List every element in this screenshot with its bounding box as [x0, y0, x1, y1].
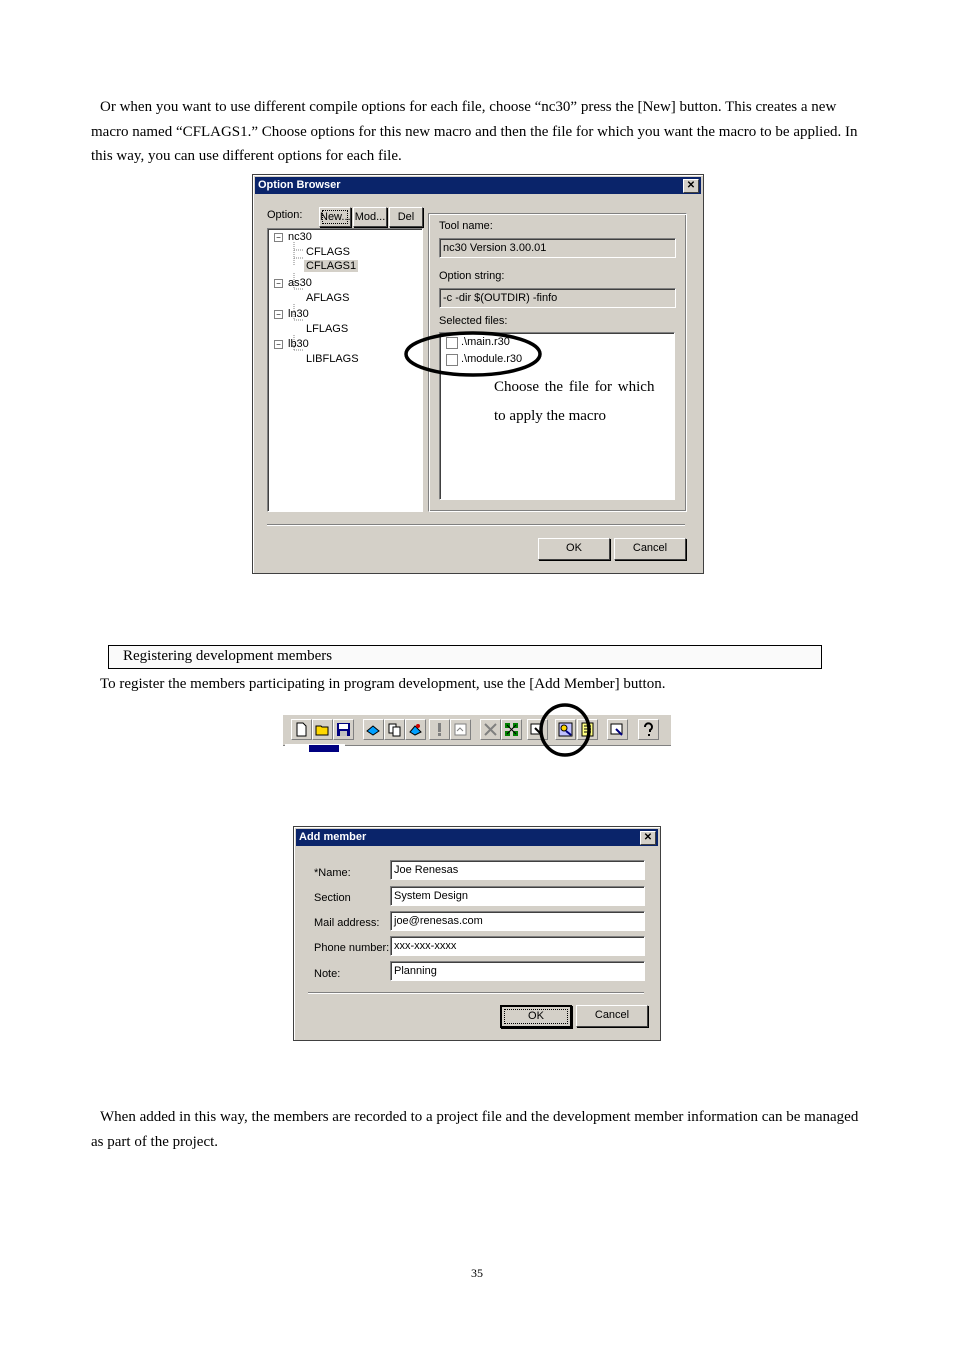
delete-icon[interactable] [480, 719, 501, 740]
tree-item-ln30[interactable]: ln30 [288, 308, 309, 320]
highlight-circle [538, 702, 592, 760]
network-icon[interactable] [501, 719, 522, 740]
section-heading: Registering development members [123, 648, 333, 664]
selected-files-label: Selected files: [439, 315, 508, 327]
open-folder-icon[interactable] [312, 719, 333, 740]
name-field[interactable]: Joe Renesas [390, 860, 645, 880]
tree-item-as30[interactable]: as30 [288, 277, 312, 289]
mail-label: Mail address: [314, 917, 380, 929]
closing-paragraph: When added in this way, the members are recorded to a project file and the development member information can be managed as part of the project. [91, 1109, 859, 1150]
section-field[interactable]: System Design [390, 886, 645, 906]
option-string-label: Option string: [439, 270, 505, 282]
build-icon[interactable] [363, 719, 384, 740]
new-file-icon[interactable] [291, 719, 312, 740]
mail-field[interactable]: joe@renesas.com [390, 911, 645, 931]
tool-name-field: nc30 Version 3.00.01 [439, 238, 676, 258]
delete-button[interactable]: Del [389, 207, 423, 227]
option-browser-titlebar[interactable] [255, 177, 701, 194]
ok-button[interactable]: OK [500, 1005, 572, 1028]
annotation-line-2: to apply the macro [494, 408, 607, 424]
rebuild-icon[interactable] [405, 719, 426, 740]
section-label: Section [314, 892, 351, 904]
collapse-icon[interactable]: − [274, 340, 283, 349]
tree-item-nc30[interactable]: nc30 [288, 231, 312, 243]
settings-icon[interactable] [607, 719, 628, 740]
section-heading-box [108, 645, 822, 669]
close-icon[interactable]: ✕ [683, 179, 699, 193]
tree-strip [285, 744, 345, 752]
annotation-line-1: Choose the file for which [494, 379, 655, 395]
tree-item-cflags[interactable]: CFLAGS [306, 246, 351, 258]
help-icon[interactable] [638, 719, 659, 740]
ok-button[interactable]: OK [538, 538, 610, 560]
save-icon[interactable] [333, 719, 354, 740]
copy-icon[interactable] [384, 719, 405, 740]
divider [267, 524, 685, 526]
add-member-dialog [293, 826, 661, 1041]
option-label: Option: [267, 209, 303, 221]
page-number: 35 [471, 1266, 483, 1280]
collapse-icon[interactable]: − [274, 310, 283, 319]
toolbar [283, 714, 671, 746]
file-label-module: .\module.r30 [461, 353, 523, 365]
properties-icon[interactable] [450, 719, 471, 740]
highlight-ellipse [403, 329, 543, 379]
file-label-main: .\main.r30 [461, 336, 510, 348]
option-browser-dialog [252, 174, 704, 574]
cancel-button[interactable]: Cancel [614, 538, 686, 560]
collapse-icon[interactable]: − [274, 279, 283, 288]
exclaim-icon[interactable] [429, 719, 450, 740]
intro-paragraph: Or when you want to use different compile options for each file, choose “nc30” press the [New] button. This creates a new macro named “CFLAGS1.” Choose options for this new macro and then the file for which you want the macro to be applied. In this way, you can use different options for each file. [91, 99, 858, 164]
new-button[interactable]: New... [319, 207, 351, 227]
option-browser-title: Option Browser [258, 179, 341, 191]
tree-item-cflags1[interactable]: CFLAGS1 [306, 260, 357, 272]
note-field[interactable]: Planning [390, 961, 645, 981]
note-label: Note: [314, 968, 341, 980]
section-paragraph: To register the members participating in program development, use the [Add Member] button. [100, 676, 666, 692]
tree-item-aflags[interactable]: AFLAGS [306, 292, 350, 304]
tree-item-libflags[interactable]: LIBFLAGS [306, 353, 359, 365]
divider [308, 992, 644, 994]
tree-item-lb30[interactable]: lb30 [288, 338, 309, 350]
cancel-button[interactable]: Cancel [576, 1005, 648, 1027]
phone-field[interactable]: xxx-xxx-xxxx [390, 936, 645, 956]
tree-item-lflags[interactable]: LFLAGS [306, 323, 349, 335]
option-string-field: -c -dir $(OUTDIR) -finfo [439, 288, 676, 308]
collapse-icon[interactable]: − [274, 233, 283, 242]
close-icon[interactable]: ✕ [640, 831, 656, 845]
tool-name-label: Tool name: [439, 220, 493, 232]
phone-label: Phone number: [314, 942, 390, 954]
add-member-title: Add member [299, 831, 367, 843]
modify-button[interactable]: Mod... [353, 207, 387, 227]
option-tree[interactable] [267, 228, 423, 512]
name-label: *Name: [314, 867, 351, 879]
add-member-titlebar[interactable] [296, 829, 658, 846]
